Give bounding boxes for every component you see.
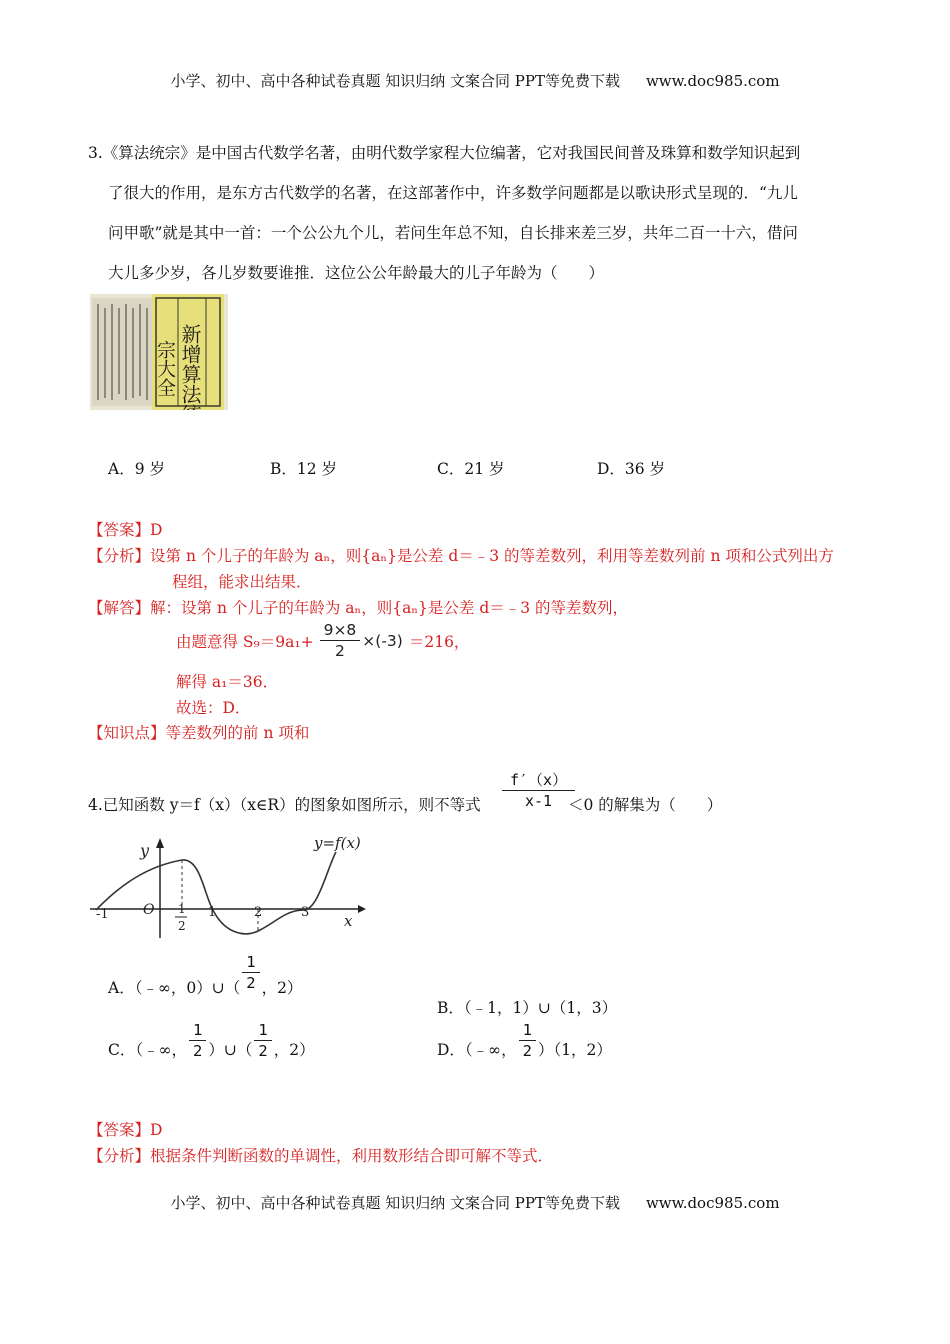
q3-stem-line-4: 大儿多少岁，各儿岁数要谁推．这位公公年龄最大的儿子年龄为（ ） <box>108 264 605 282</box>
q4-analysis-text: 根据条件判断函数的单调性，利用数形结合即可解不等式． <box>150 1147 554 1165</box>
q3-option-c[interactable]: C．21 岁 <box>437 460 505 478</box>
q3-stem-line-3: 问甲歌”就是其中一首：一个公公九个儿，若问生年总不知，自长排来差三岁，共年二百一十六，借问 <box>108 224 798 242</box>
q4-option-d-fraction <box>519 1020 536 1061</box>
q4-stem-pre: 4.已知函数 y＝f（x）（x∈R）的图象如图所示，则不等式 <box>88 796 481 814</box>
origin-label: O <box>143 902 155 918</box>
q3-solution-line-3: 解得 a₁＝36． <box>176 673 279 691</box>
q3-solution-line-2-pre: 由题意得 S₉＝9a₁+ <box>176 632 314 651</box>
q4-option-d-num: 1 <box>519 1020 536 1041</box>
y-axis-label: y <box>140 841 150 860</box>
q4-option-c-den-2: 2 <box>258 1042 268 1060</box>
header-site-link[interactable]: www.doc985.com <box>645 72 780 90</box>
q3-stem-line-2: 了很大的作用，是东方古代数学的名著，在这部著作中，许多数学问题都是以歌诀形式呈现的．“九儿 <box>108 184 798 202</box>
q4-option-c-num-2: 1 <box>254 1020 271 1041</box>
curve-label: y=f(x) <box>314 834 361 852</box>
q4-option-b[interactable]: B．（﹣1，1）∪（1，3） <box>437 999 618 1017</box>
q4-answer-tag: 【答案】 <box>88 1121 151 1139</box>
q3-analysis-text-2: 程组，能求出结果． <box>172 573 312 591</box>
tick-label-3: 3 <box>301 905 310 920</box>
q4-option-c-post: ，2） <box>273 1040 315 1059</box>
y-axis-arrow <box>156 838 164 848</box>
q4-analysis <box>88 1144 553 1166</box>
q4-answer <box>88 1118 162 1140</box>
q4-function-graph <box>86 826 376 946</box>
footer-text: 小学、初中、高中各种试卷真题 知识归纳 文案合同 PPT等免费下载 <box>170 1194 620 1212</box>
q3-option-b[interactable]: B．12 岁 <box>270 460 338 478</box>
q4-option-c-fraction-2 <box>254 1020 271 1061</box>
header-text: 小学、初中、高中各种试卷真题 知识归纳 文案合同 PPT等免费下载 <box>170 72 620 90</box>
q4-option-a-pre: A．（﹣∞，0）∪（ <box>108 978 241 997</box>
q4-answer-value: D <box>150 1121 163 1139</box>
tick-label-neg1: -1 <box>96 907 109 922</box>
q4-option-c-mid: ）∪（ <box>208 1040 253 1059</box>
q3-solution-line-1: 解：设第 n 个儿子的年龄为 aₙ，则{aₙ}是公差 d＝﹣3 的等差数列， <box>150 599 629 617</box>
q4-option-a-num: 1 <box>242 952 259 973</box>
tick-label-half-den: 2 <box>178 919 186 933</box>
q3-formula-denominator: 2 <box>335 642 345 660</box>
q3-stem-line-1: 3.《算法统宗》是中国古代数学名著，由明代数学家程大位编著，它对我国民间普及珠算和数学知识起到 <box>88 144 801 162</box>
q4-fraction-numerator: f′（x） <box>502 770 575 791</box>
q4-option-c-den-1: 2 <box>193 1042 203 1060</box>
q4-stem-post: ＜0 的解集为（ ） <box>568 796 723 814</box>
q4-option-c-pre: C．（﹣∞， <box>108 1040 188 1059</box>
q4-option-a-post: ，2） <box>261 978 303 997</box>
q3-option-d[interactable]: D．36 岁 <box>597 460 666 478</box>
q3-answer-tag: 【答案】 <box>88 521 151 539</box>
q3-solution-formula <box>320 620 403 661</box>
q4-option-a-fraction <box>242 952 259 993</box>
tick-label-1: 1 <box>208 905 217 920</box>
q3-solution <box>88 596 628 618</box>
q4-fraction-denominator: x-1 <box>525 792 553 810</box>
q4-option-d-post: ）（1，2） <box>537 1040 612 1059</box>
book-cover-image <box>90 294 228 410</box>
q4-option-d-pre: D．（﹣∞， <box>437 1040 517 1059</box>
q4-stem-fraction <box>502 770 575 811</box>
q4-option-c-fraction-1 <box>189 1020 206 1061</box>
q3-answer-value: D <box>150 521 163 539</box>
q3-formula-numerator: 9×8 <box>320 620 361 641</box>
q3-analysis-text-1: 设第 n 个儿子的年龄为 aₙ，则{aₙ}是公差 d＝﹣3 的等差数列，利用等差数列前 n 项和公式列出方 <box>150 547 834 565</box>
page-footer <box>0 1192 950 1213</box>
q3-formula-multiplier: ×(-3) <box>362 631 403 650</box>
q3-solution-line-4: 故选：D． <box>176 699 251 717</box>
q3-option-a[interactable]: A．9 岁 <box>108 460 165 478</box>
q3-analysis-tag: 【分析】 <box>88 547 151 565</box>
tick-label-half-num: 1 <box>178 902 186 916</box>
q3-solution-tag: 【解答】 <box>88 599 151 617</box>
q4-option-a[interactable] <box>108 953 303 1007</box>
function-curve <box>96 852 336 934</box>
q4-analysis-tag: 【分析】 <box>88 1147 151 1165</box>
q4-option-c[interactable] <box>108 1021 315 1069</box>
tick-label-2: 2 <box>254 905 263 920</box>
q4-option-a-den: 2 <box>246 974 256 992</box>
footer-site-link[interactable]: www.doc985.com <box>645 1194 780 1212</box>
x-axis-label: x <box>344 912 353 930</box>
book-title-left: 宗大全 <box>154 340 176 397</box>
q4-option-d-den: 2 <box>522 1042 532 1060</box>
x-axis-arrow <box>358 905 366 913</box>
q4-option-c-num-1: 1 <box>189 1020 206 1041</box>
q3-knowledge <box>88 721 309 743</box>
q3-knowledge-text: 等差数列的前 n 项和 <box>165 724 310 742</box>
q3-solution-line-2-post: ＝216， <box>408 632 470 651</box>
q3-analysis <box>88 544 834 566</box>
q4-option-d[interactable] <box>437 1021 612 1069</box>
q3-knowledge-tag: 【知识点】 <box>88 724 166 742</box>
book-title-right: 新增算法统 <box>178 324 202 410</box>
q3-solution-line-2 <box>176 620 469 661</box>
page-header <box>0 70 950 91</box>
q3-answer <box>88 518 162 540</box>
